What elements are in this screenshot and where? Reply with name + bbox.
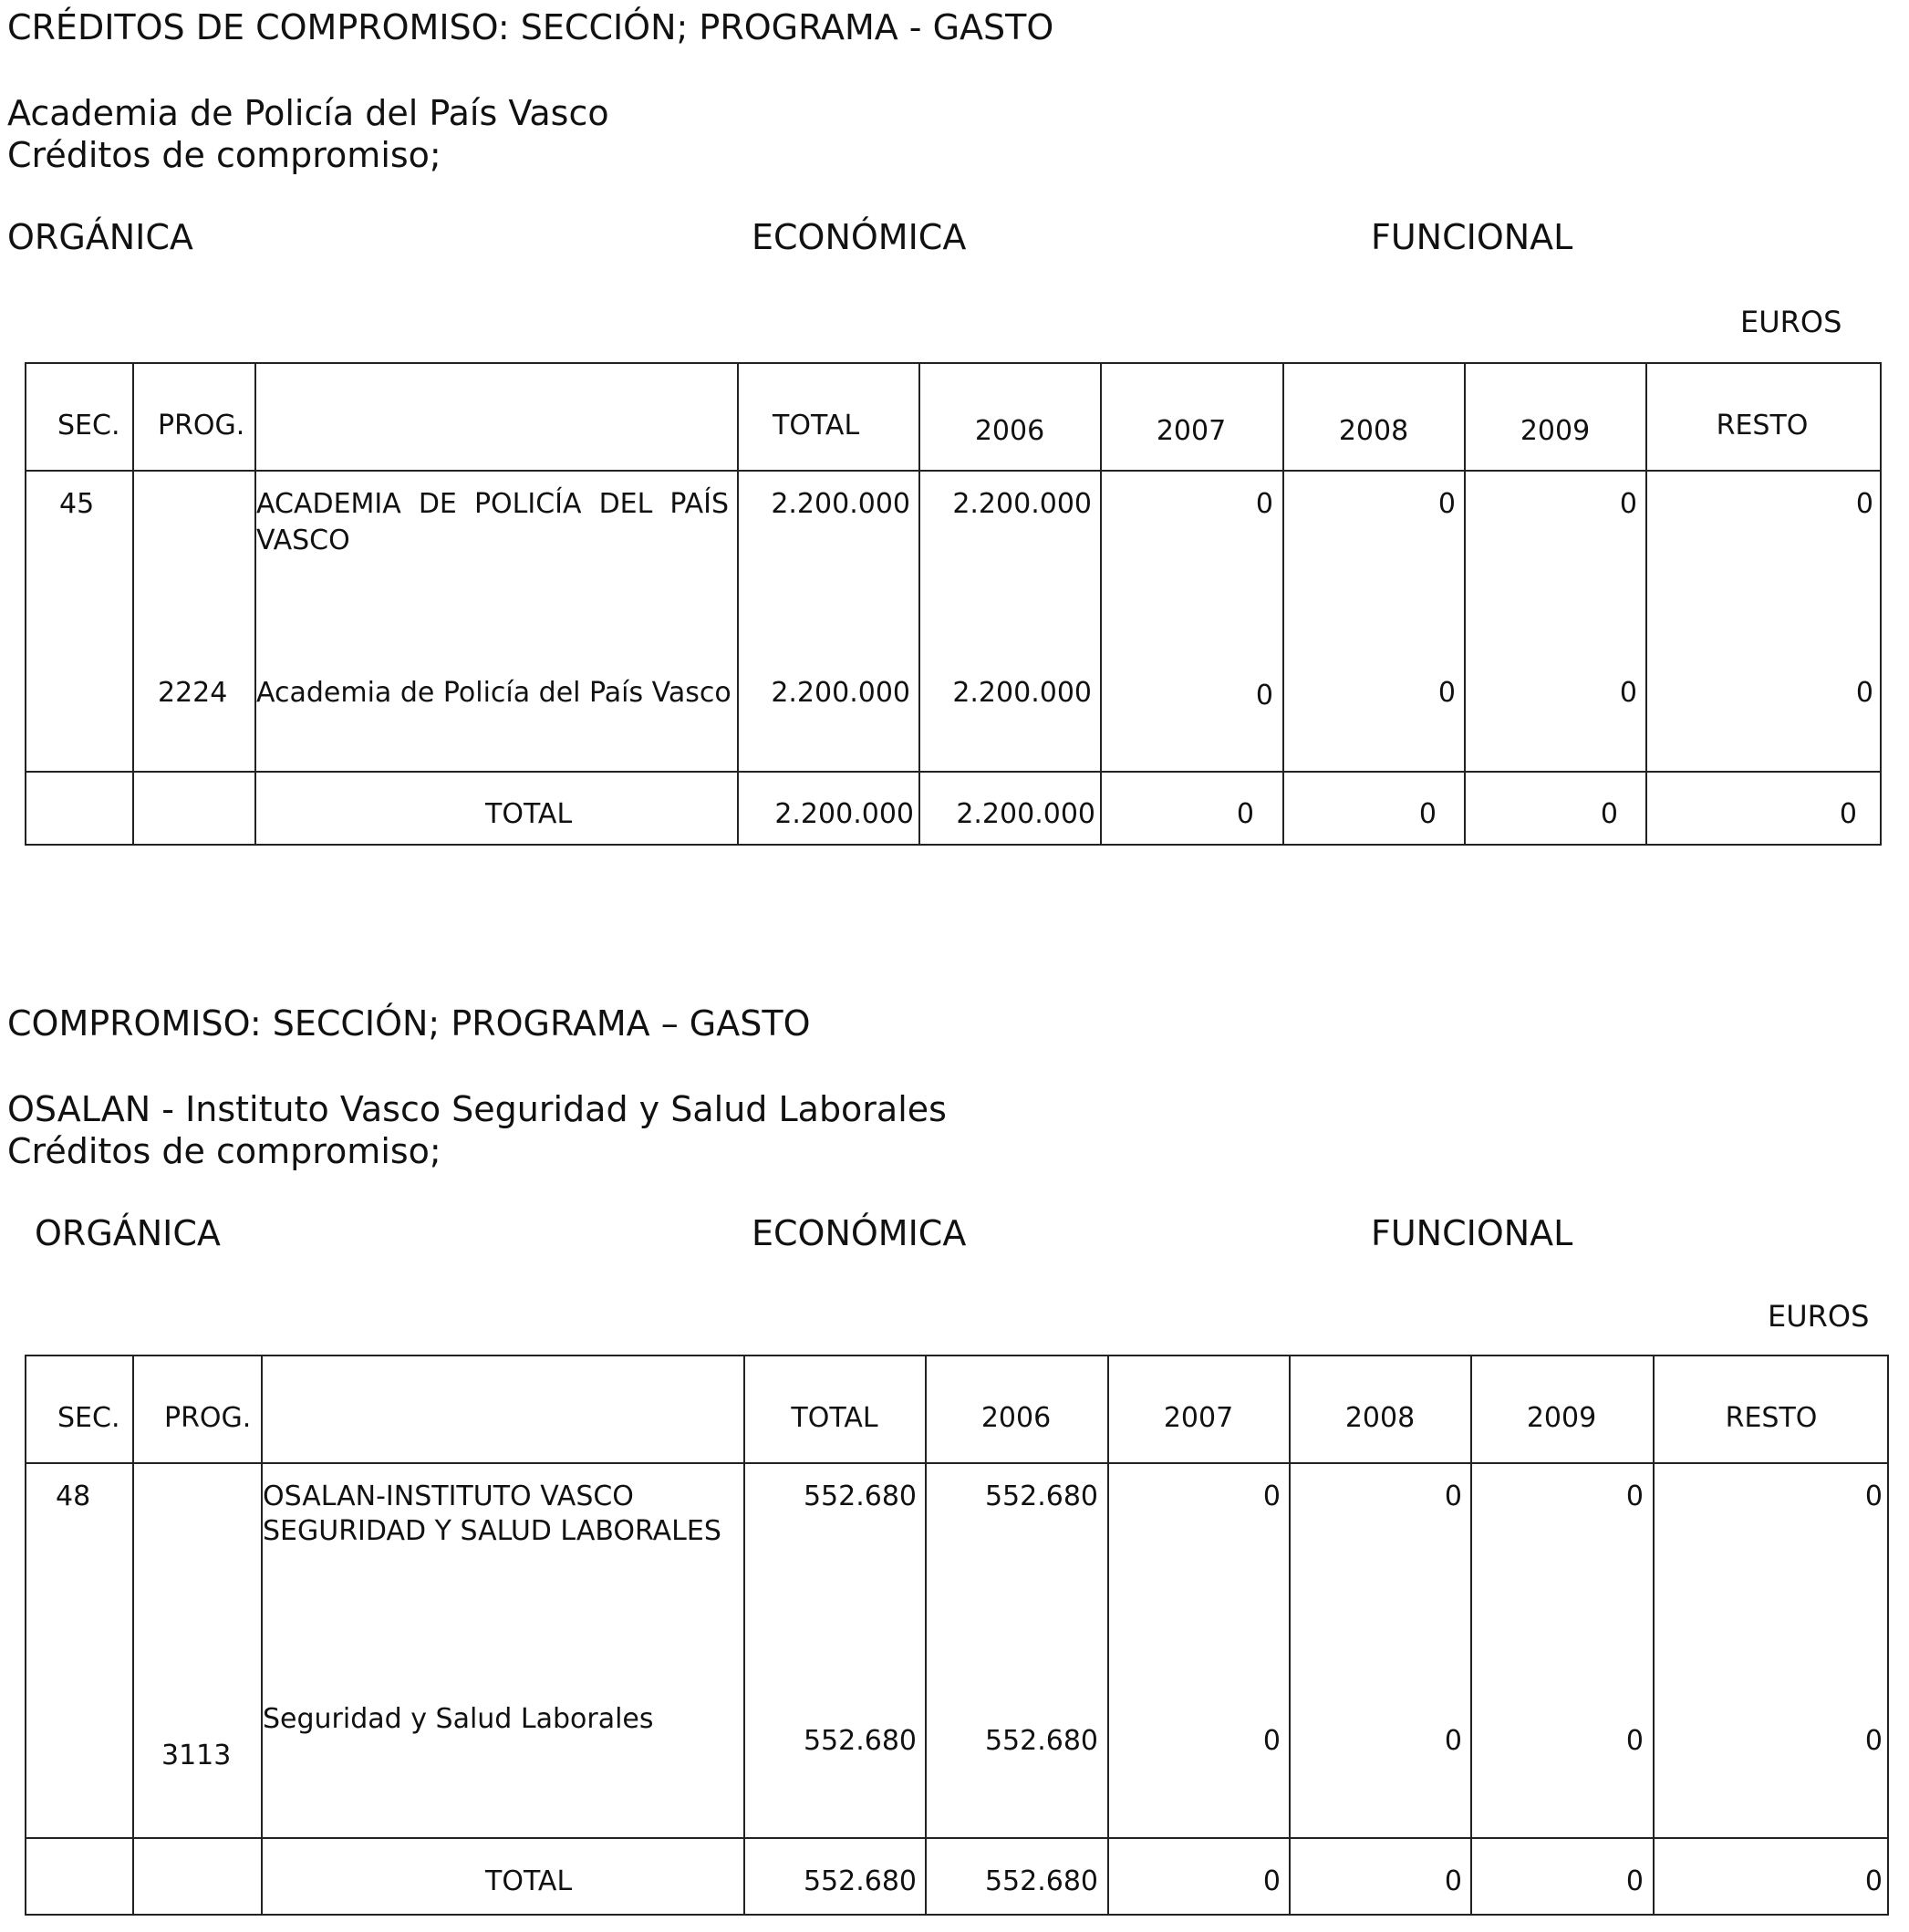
footer-2009: 0 [1625, 1865, 1644, 1897]
section2-currency: EUROS [1768, 1299, 1870, 1334]
header-2006: 2006 [980, 1402, 1052, 1434]
header-2008: 2008 [1338, 415, 1409, 447]
row2-desc: Seguridad y Salud Laborales [263, 1703, 654, 1735]
header-2007: 2007 [1163, 1402, 1234, 1434]
row2-total: 2.200.000 [771, 677, 910, 709]
header-total: TOTAL [773, 410, 860, 441]
row1-desc-line1: ACADEMIA DE POLICÍA DEL PAÍS [256, 488, 729, 520]
header-total: TOTAL [791, 1402, 878, 1434]
section2-economica-label: ECONÓMICA [752, 1213, 967, 1253]
section2-organica-label: ORGÁNICA [35, 1213, 221, 1253]
header-2009: 2009 [1526, 1402, 1597, 1434]
row1-2009: 0 [1625, 1480, 1644, 1512]
section2-heading: COMPROMISO: SECCIÓN; PROGRAMA – GASTO [7, 1003, 811, 1044]
section1-currency: EUROS [1740, 305, 1842, 339]
row2-2008: 0 [1437, 677, 1456, 709]
header-prog: PROG. [164, 1402, 252, 1434]
header-prog: PROG. [158, 410, 245, 441]
row2-2006: 552.680 [984, 1725, 1098, 1757]
row2-prog: 3113 [161, 1740, 232, 1771]
row2-2007: 0 [1255, 680, 1273, 712]
row2-total: 552.680 [803, 1725, 917, 1757]
section1-economica-label: ECONÓMICA [752, 217, 967, 257]
footer-label: TOTAL [485, 1865, 573, 1897]
row1-2008: 0 [1444, 1480, 1462, 1512]
row2-resto: 0 [1864, 1725, 1883, 1757]
row2-2009: 0 [1619, 677, 1637, 709]
section1-funcional-label: FUNCIONAL [1371, 217, 1573, 257]
section2-funcional-label: FUNCIONAL [1371, 1213, 1573, 1253]
section1-organica-label: ORGÁNICA [7, 217, 193, 257]
section1-subtitle: Créditos de compromiso; [7, 135, 441, 175]
section1-table [25, 362, 1882, 846]
row1-sec: 45 [59, 488, 95, 520]
header-sec: SEC. [57, 1402, 120, 1434]
row1-2009: 0 [1619, 488, 1637, 520]
section2-entity: OSALAN - Instituto Vasco Seguridad y Salud Laborales [7, 1089, 947, 1129]
row1-resto: 0 [1864, 1480, 1883, 1512]
row1-resto: 0 [1855, 488, 1873, 520]
section1-entity: Academia de Policía del País Vasco [7, 93, 609, 133]
header-resto: RESTO [1716, 410, 1809, 441]
row2-prog: 2224 [158, 677, 228, 709]
row2-2007: 0 [1262, 1725, 1281, 1757]
row2-desc: Academia de Policía del País Vasco [256, 677, 731, 709]
footer-2008: 0 [1418, 798, 1437, 830]
section2-subtitle: Créditos de compromiso; [7, 1131, 441, 1171]
row2-resto: 0 [1855, 677, 1873, 709]
footer-2006: 2.200.000 [956, 798, 1095, 830]
header-2008: 2008 [1344, 1402, 1416, 1434]
row1-desc-line1: OSALAN-INSTITUTO VASCO [263, 1480, 634, 1512]
row2-2006: 2.200.000 [952, 677, 1092, 709]
row2-2008: 0 [1444, 1725, 1462, 1757]
row1-2008: 0 [1437, 488, 1456, 520]
row1-desc-line2: VASCO [256, 525, 350, 556]
row1-2006: 2.200.000 [952, 488, 1092, 520]
header-2006: 2006 [974, 415, 1045, 447]
row1-sec: 48 [56, 1480, 91, 1512]
row1-2006: 552.680 [984, 1480, 1098, 1512]
footer-resto: 0 [1864, 1865, 1883, 1897]
row1-desc-line2: SEGURIDAD Y SALUD LABORALES [263, 1515, 721, 1547]
header-resto: RESTO [1725, 1402, 1818, 1434]
section2-table [25, 1355, 1889, 1916]
row1-total: 552.680 [803, 1480, 917, 1512]
footer-resto: 0 [1839, 798, 1857, 830]
header-2007: 2007 [1156, 415, 1227, 447]
header-2009: 2009 [1520, 415, 1591, 447]
footer-2009: 0 [1600, 798, 1618, 830]
footer-2007: 0 [1262, 1865, 1281, 1897]
footer-2006: 552.680 [984, 1865, 1098, 1897]
footer-total: 2.200.000 [774, 798, 914, 830]
footer-label: TOTAL [485, 798, 573, 830]
footer-2008: 0 [1444, 1865, 1462, 1897]
section1-heading: CRÉDITOS DE COMPROMISO: SECCIÓN; PROGRAMA - GASTO [7, 7, 1054, 47]
header-sec: SEC. [57, 410, 120, 441]
footer-2007: 0 [1236, 798, 1254, 830]
row2-2009: 0 [1625, 1725, 1644, 1757]
row1-2007: 0 [1255, 488, 1273, 520]
footer-total: 552.680 [803, 1865, 917, 1897]
row1-2007: 0 [1262, 1480, 1281, 1512]
row1-total: 2.200.000 [771, 488, 910, 520]
